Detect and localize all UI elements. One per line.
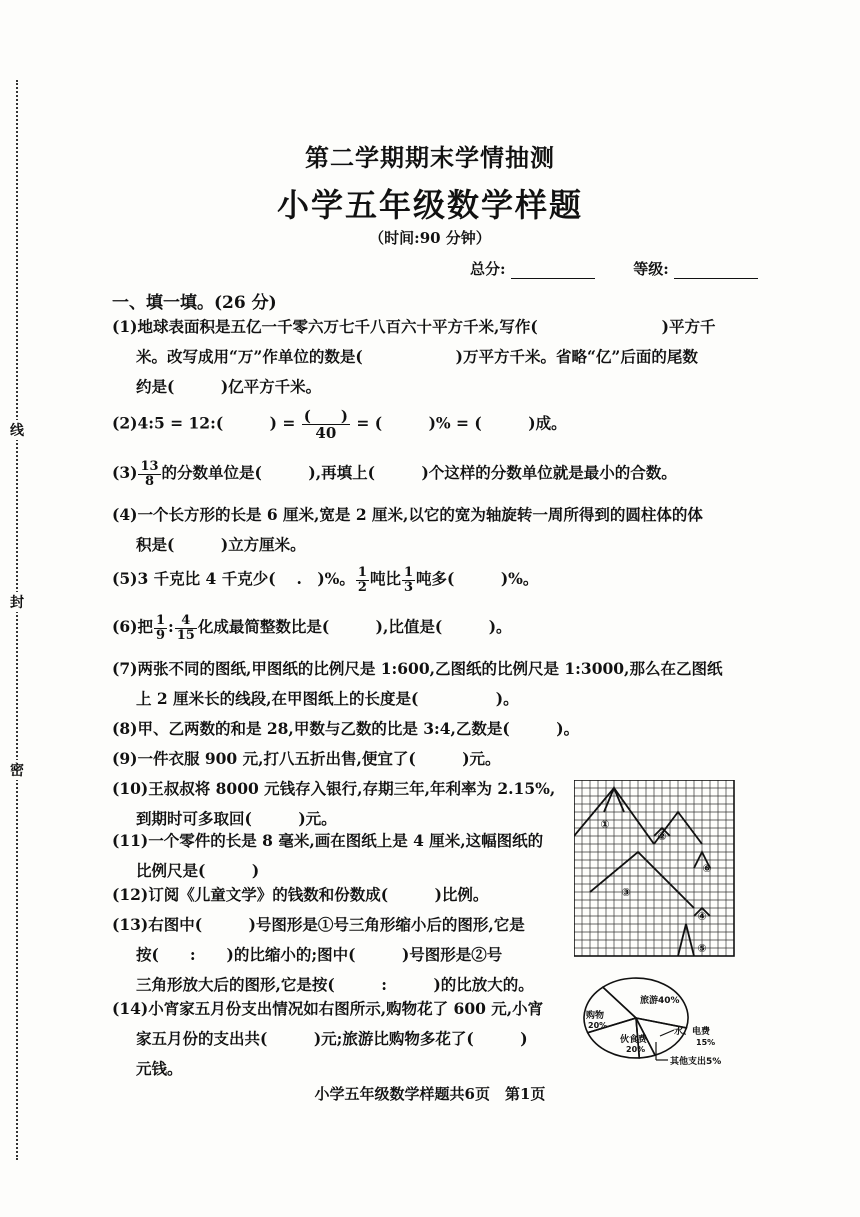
grade-blank[interactable] bbox=[674, 262, 758, 279]
question-1-line-3: 约是( )亿平方千米。 bbox=[136, 377, 322, 396]
question-10-line-1: (10)王叔叔将 8000 元钱存入银行,存期三年,年利率为 2.15%, bbox=[112, 779, 556, 798]
question-7-line-1: (7)两张不同的图纸,甲图纸的比例尺是 1:600,乙图纸的比例尺是 1:3000,那么在乙图纸 bbox=[112, 659, 723, 678]
question-4-line-1: (4)一个长方形的长是 6 厘米,宽是 2 厘米,以它的宽为轴旋转一周所得到的圆柱体的体 bbox=[112, 505, 703, 524]
pie-leader-utilities bbox=[660, 1030, 674, 1036]
question-13-line-1: (13)右图中( )号图形是①号三角形缩小后的图形,它是 bbox=[112, 915, 525, 934]
question-1-line-1: (1)地球表面积是五亿一千零六万七千八百六十平方千米,写作( )平方千 bbox=[112, 317, 716, 336]
question-12: (12)订阅《儿童文学》的钱数和份数成( )比例。 bbox=[112, 885, 489, 904]
total-score-blank[interactable] bbox=[511, 262, 595, 279]
question-5-pre: (5)3 千克比 4 千克少( . )%。 bbox=[112, 569, 355, 588]
grade-label: 等级: bbox=[633, 260, 669, 278]
section-heading: 一、填一填。(26 分) bbox=[112, 293, 277, 313]
question-14-line-3: 元钱。 bbox=[136, 1059, 183, 1078]
pie-label-shopping-pct: 20% bbox=[588, 1021, 608, 1030]
exam-subtitle: 小学五年级数学样题 bbox=[276, 186, 583, 224]
question-10 bbox=[112, 774, 555, 834]
fraction-denominator: 3 bbox=[403, 579, 414, 595]
question-7 bbox=[112, 654, 722, 714]
question-10-line-2: 到期时可多取回( )元。 bbox=[136, 809, 337, 828]
exam-title: 第二学期期末学情抽测 bbox=[305, 143, 555, 172]
question-14-line-1: (14)小宵家五月份支出情况如右图所示,购物花了 600 元,小宵 bbox=[112, 999, 544, 1018]
question-5-post: 吨多( )%。 bbox=[416, 569, 539, 588]
grid-label-3: ③ bbox=[621, 886, 631, 899]
question-5 bbox=[112, 564, 538, 595]
fraction-denominator: 40 bbox=[315, 424, 337, 442]
question-3 bbox=[112, 458, 677, 489]
question-4-line-2: 积是( )立方厘米。 bbox=[136, 535, 306, 554]
question-5-mid: 吨比 bbox=[369, 569, 401, 588]
question-5-fraction-1 bbox=[356, 566, 369, 595]
page-footer: 小学五年级数学样题共6页 第1页 bbox=[314, 1085, 546, 1103]
question-5-fraction-2 bbox=[402, 566, 415, 595]
grid-triangles bbox=[574, 788, 710, 956]
binding-mark-xian: 线 bbox=[8, 420, 26, 440]
question-3-pre: (3) bbox=[112, 463, 138, 482]
binding-mark-feng: 封 bbox=[8, 592, 26, 612]
question-14-line-2: 家五月份的支出共( )元;旅游比购物多花了( ) bbox=[136, 1029, 528, 1048]
question-13-line-2: 按( : )的比缩小的;图中( )号图形是②号 bbox=[136, 945, 503, 964]
fraction-denominator: 2 bbox=[357, 579, 367, 595]
pie-label-food-name: 伙食费 bbox=[620, 1035, 648, 1045]
binding-mark-mi: 密 bbox=[8, 760, 26, 780]
fraction-denominator: 15 bbox=[176, 627, 195, 643]
question-8: (8)甲、乙两数的和是 28,甲数与乙数的比是 3:4,乙数是( )。 bbox=[112, 719, 580, 738]
question-3-fraction bbox=[138, 460, 160, 489]
question-6-fraction-1 bbox=[154, 614, 167, 643]
score-row bbox=[470, 258, 758, 279]
time-note: （时间:90 分钟） bbox=[369, 229, 491, 247]
question-2-pre: (2)4:5 = 12:( ) = bbox=[112, 413, 301, 433]
question-14 bbox=[112, 994, 543, 1084]
total-score-label: 总分: bbox=[470, 260, 506, 278]
pie-label-other: 其他支出5% bbox=[670, 1057, 722, 1067]
grid-label-1: ① bbox=[600, 818, 610, 831]
question-6-post: 化成最简整数比是( ),比值是( )。 bbox=[197, 617, 512, 636]
fraction-numerator: 1 bbox=[155, 612, 165, 628]
question-7-line-2: 上 2 厘米长的线段,在甲图纸上的长度是( )。 bbox=[136, 689, 519, 708]
pie-label-travel: 旅游40% bbox=[640, 996, 680, 1006]
question-11-line-1: (11)一个零件的长是 8 毫米,画在图纸上是 4 厘米,这幅图纸的 bbox=[112, 831, 544, 850]
grid-label-5: ⑤ bbox=[697, 942, 707, 955]
triangle-3-shape bbox=[590, 852, 694, 908]
grid-label-4: ④ bbox=[697, 910, 707, 923]
question-9: (9)一件衣服 900 元,打八五折出售,便宜了( )元。 bbox=[112, 749, 501, 768]
pie-label-utilities-pct: 15% bbox=[696, 1038, 716, 1047]
fraction-numerator: ( ) bbox=[303, 407, 348, 425]
question-6-fraction-2 bbox=[175, 614, 197, 643]
question-13 bbox=[112, 910, 534, 1000]
question-2 bbox=[112, 408, 567, 441]
pie-figure bbox=[576, 970, 756, 1070]
pie-label-shopping-name: 购物 bbox=[586, 1011, 605, 1021]
question-6-pre: (6)把 bbox=[112, 617, 153, 636]
question-1 bbox=[112, 312, 716, 402]
grid-label-6: ⑥ bbox=[702, 862, 712, 875]
question-2-post: = ( )% = ( )成。 bbox=[350, 413, 567, 433]
ratio-colon: : bbox=[168, 617, 174, 636]
grid-label-2: ② bbox=[657, 830, 667, 843]
fraction-numerator: 13 bbox=[140, 458, 159, 474]
fraction-denominator: 8 bbox=[144, 473, 155, 489]
pie-label-utilities-name: 水、电费 bbox=[674, 1027, 711, 1037]
question-3-post: 的分数单位是( ),再填上( )个这样的分数单位就是最小的合数。 bbox=[161, 463, 677, 482]
question-2-fraction bbox=[302, 408, 350, 441]
question-13-line-3: 三角形放大后的图形,它是按( : )的比放大的。 bbox=[136, 975, 534, 994]
question-1-line-2: 米。改写成用“万”作单位的数是( )万平方千米。省略“亿”后面的尾数 bbox=[136, 347, 698, 366]
fraction-numerator: 1 bbox=[403, 564, 414, 580]
grid-figure bbox=[574, 780, 738, 960]
question-6 bbox=[112, 612, 512, 643]
question-11 bbox=[112, 826, 543, 886]
fraction-numerator: 1 bbox=[357, 564, 367, 580]
question-11-line-2: 比例尺是( ) bbox=[136, 861, 260, 880]
pie-label-food-pct: 20% bbox=[626, 1045, 646, 1054]
question-4 bbox=[112, 500, 703, 560]
fraction-numerator: 4 bbox=[175, 614, 197, 629]
fraction-denominator: 9 bbox=[155, 627, 165, 643]
